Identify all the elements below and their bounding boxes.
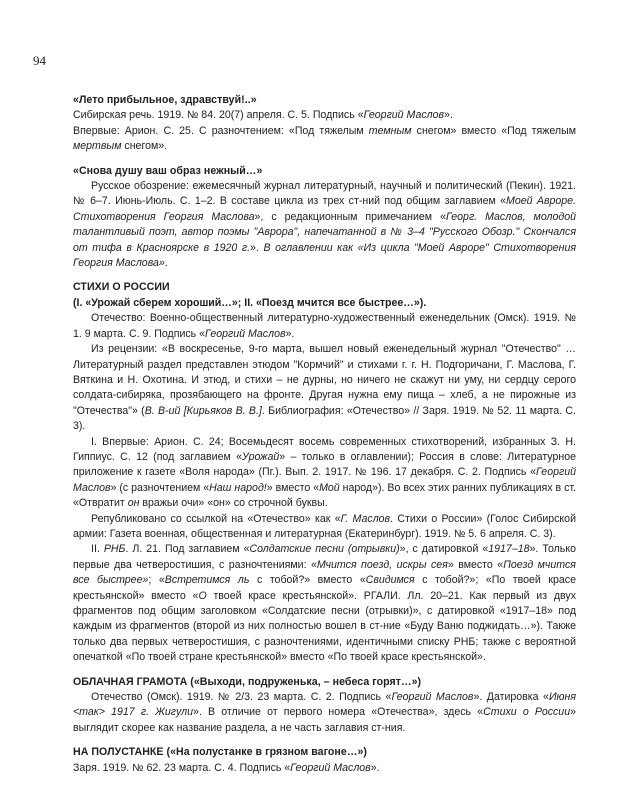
entry-title: СТИХИ О РОССИИ <box>73 281 170 294</box>
entry-paragraph: Сибирская речь. 1919. № 84. 20(7) апреля. С. 5. Подпись «Георгий Маслов». <box>73 109 453 122</box>
entry-stikhi-o-rossii <box>73 280 576 665</box>
entry-title: «Лето прибыльное, здравствуй!..» <box>73 94 257 106</box>
entry-na-polustanke <box>73 745 576 776</box>
entry-snova <box>73 164 576 272</box>
entry-title: НА ПОЛУСТАНКЕ («На полустанке в грязном вагоне…») <box>73 746 367 759</box>
entry-title: ОБЛАЧНАЯ ГРАМОТА («Выходи, подруженька, – небеса горят…») <box>73 675 422 688</box>
entry-paragraph: Русское обозрение: ежемесячный журнал литературный, научный и политический (Пекин). 1921. № 6–7. Июнь-Июль. С. 1–2. В составе цикла из трех ст-ний под общим заглавием «Моей Авроре. Стихотворения Георгия Маслова», с редакционным примечанием «Георг. Маслов, молодой талантливый поэт, автор поэмы "Аврора", напечатанной в № 3–4 "Русского Обозр." Скончался от тифа в Красноярске в 1920 г.». В оглавлении как «Из цикла "Моей Авроре" Стихотворения Георгия Маслова». <box>73 180 577 270</box>
commentary-content <box>73 93 576 785</box>
entry-oblachnaya-gramota <box>73 675 576 737</box>
entry-paragraph: Заря. 1919. № 62. 23 марта. С. 4. Подпись «Георгий Маслов». <box>73 761 380 774</box>
entry-subtitle: (I. «Урожай сберем хороший…»; II. «Поезд мчится все быстрее…»). <box>73 296 427 309</box>
entry-paragraph: Републиковано со ссылкой на «Отечество» как «Г. Маслов. Стихи о России» (Голос Сибирской армии: Газета военная, общественная и литературная (Екатеринбург). 1919. № 5. 6 апреля. С. 3). <box>73 512 576 540</box>
entry-paragraph: Отечество (Омск). 1919. № 2/3. 23 марта. С. 2. Подпись «Георгий Маслов». Датировка «Июня <так> 1917 г. Жигули». В отличие от первого номера «Отечества», здесь «Стихи о России» выглядит скорее как название раздела, а не часть заглавия ст-ния. <box>73 691 576 734</box>
entry-paragraph: Из рецензии: «В воскресенье, 9-го марта, вышел новый еженедельный журнал "Отечество" … Литературный раздел представлен этюдом "Кормчий" и стихами г. г. Н. Подгоричани, Г. Маслова, Г. Вяткина и Н. Охотина. И этюд, и стихи – не дурны, но ничего не скажут ни уму, ни сердцу серого солдата-сибиряка, прозябающего на фронте. Другая нужна ему пища – хлеб, а не пирожные из "Отечества"» (В. В-ий [Кирьяков В. В.]. Библиография: «Отечество» // Заря. 1919. № 52. 11 марта. С. 3). <box>73 343 577 433</box>
entry-paragraph: I. Впервые: Арион. С. 24; Восемьдесят восемь современных стихотворений, избранных З. Н. Гиппиус. С. 12 (под заглавием «Урожай» – только в оглавлении); Россия в слове: Литературное приложение к газете «Воля народа» (Пг.). Вып. 2. 1917. № 196. 17 декабря. С. 2. Подпись «Георгий Маслов» (с разночтением «Наш народ!» вместо «Мой народ»). Во всех этих ранних публикациях в ст. «Отвратит он вражьи очи» «он» со строчной буквы. <box>73 435 576 510</box>
entry-leto <box>73 93 576 155</box>
entry-paragraph: II. РНБ. Л. 21. Под заглавием «Солдатские песни (отрывки)», с датировкой «1917–18». Только первые два четверостишия, с разночтениями: «Мчится поезд, искры сея» вместо «Поезд мчится все быстрее»; «Встретимся ль с тобой?» вместо «Свидимся с тобой?»; «По твоей красе крестьянской» вместо «О твоей красе крестьянской». РГАЛИ. Лл. 20–21. Как первый из двух фрагментов под общим заголовком «Солдатские песни (отрывки)», с датировкой «1917–18» под каждым из фрагментов (второй из них полностью вошел в ст-ние «Буду Ваню поджидать…»). Также только два первых четверостишия, с разночтениями, идентичными списку РНБ; также с вероятной опечаткой «По твоей стране крестьянской» вместо «По твоей красе крестьянской». <box>73 543 576 664</box>
entry-paragraph: Отечество: Военно-общественный литературно-художественный еженедельник (Омск). 1919. № 1. 9 марта. С. 9. Подпись «Георгий Маслов». <box>73 312 576 340</box>
page-number: 94 <box>33 53 46 68</box>
entry-paragraph: Впервые: Арион. С. 25. С разночтением: «Под тяжелым темным снегом» вместо «Под тяжелым мертвым снегом». <box>73 124 576 153</box>
entry-title: «Снова душу ваш образ нежный…» <box>73 164 263 177</box>
